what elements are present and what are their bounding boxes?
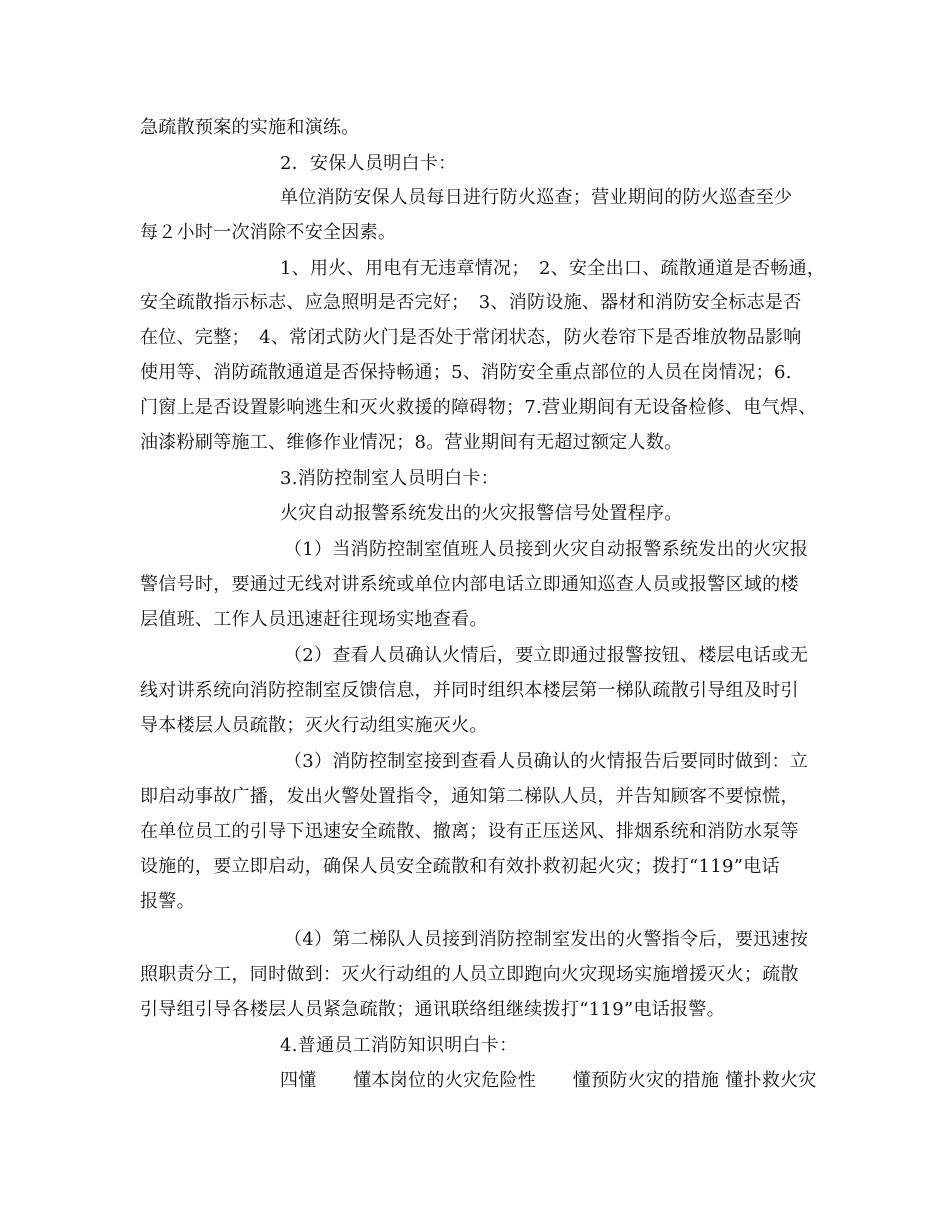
text-line: 在单位员工的引导下迅速安全疏散、撤离；设有正压送风、排烟系统和消防水泵等: [140, 821, 799, 842]
text-line: 报警。: [140, 891, 195, 912]
section-heading: 4.普通员工消防知识明白卡：: [280, 1035, 518, 1056]
text-line: 导本楼层人员疏散；灭火行动组实施灭火。: [140, 715, 488, 736]
text-line: 警信号时，要通过无线对讲系统或单位内部电话立即通知巡查人员或报警区域的楼: [140, 574, 799, 595]
text-line: 四懂 懂本岗位的火灾危险性 懂预防火灾的措施 懂扑救火灾: [280, 1070, 817, 1091]
text-line: 门窗上是否设置影响逃生和灭火救援的障碍物；7.营业期间有无设备检修、电气焊、: [140, 397, 817, 418]
text-line: （2）查看人员确认火情后，要立即通过报警按钮、楼层电话或无: [284, 645, 809, 666]
text-line: （1）当消防控制室值班人员接到火灾自动报警系统发出的火灾报: [284, 539, 809, 560]
text-line: 火灾自动报警系统发出的火灾报警信号处置程序。: [280, 503, 683, 524]
text-line: 线对讲系统向消防控制室反馈信息，并同时组织本楼层第一梯队疏散引导组及时引: [140, 680, 799, 701]
text-line: 引导组引导各楼层人员紧急疏散；通讯联络组继续拨打“119”电话报警。: [140, 999, 725, 1020]
section-heading: 3.消防控制室人员明白卡：: [280, 468, 500, 489]
text-line: 使用等、消防疏散通道是否保持畅通；5、消防安全重点部位的人员在岗情况；6.: [140, 362, 792, 383]
text-line: 即启动事故广播，发出火警处置指令，通知第二梯队人员，并告知顾客不要惊慌，: [140, 786, 799, 807]
text-line: 层值班、工作人员迅速赶往现场实地查看。: [140, 609, 488, 630]
text-line: 1、用火、用电有无违章情况； 2、安全出口、疏散通道是否畅通，: [280, 258, 826, 279]
section-heading: 2．安保人员明白卡：: [280, 153, 457, 174]
text-line: （3）消防控制室接到查看人员确认的火情报告后要同时做到：立: [284, 751, 809, 772]
text-line: 照职责分工，同时做到：灭火行动组的人员立即跑向火灾现场实施增援灭火；疏散: [140, 964, 799, 985]
text-line: （4）第二梯队人员接到消防控制室发出的火警指令后，要迅速按: [284, 929, 809, 950]
text-line: 设施的，要立即启动，确保人员安全疏散和有效扑救初起火灾；拨打“119”电话: [140, 856, 780, 877]
text-line: 单位消防安保人员每日进行防火巡查；营业期间的防火巡查至少: [280, 187, 793, 208]
text-line: 油漆粉刷等施工、维修作业情况；8。营业期间有无超过额定人数。: [140, 432, 683, 453]
text-line: 在位、完整； 4、常闭式防火门是否处于常闭状态，防火卷帘下是否堆放物品影响: [140, 327, 802, 348]
text-line: 急疏散预案的实施和演练。: [140, 117, 360, 138]
text-line: 安全疏散指示标志、应急照明是否完好； 3、消防设施、器材和消防安全标志是否: [140, 292, 802, 313]
text-line: 每２小时一次消除不安全因素。: [140, 222, 397, 243]
